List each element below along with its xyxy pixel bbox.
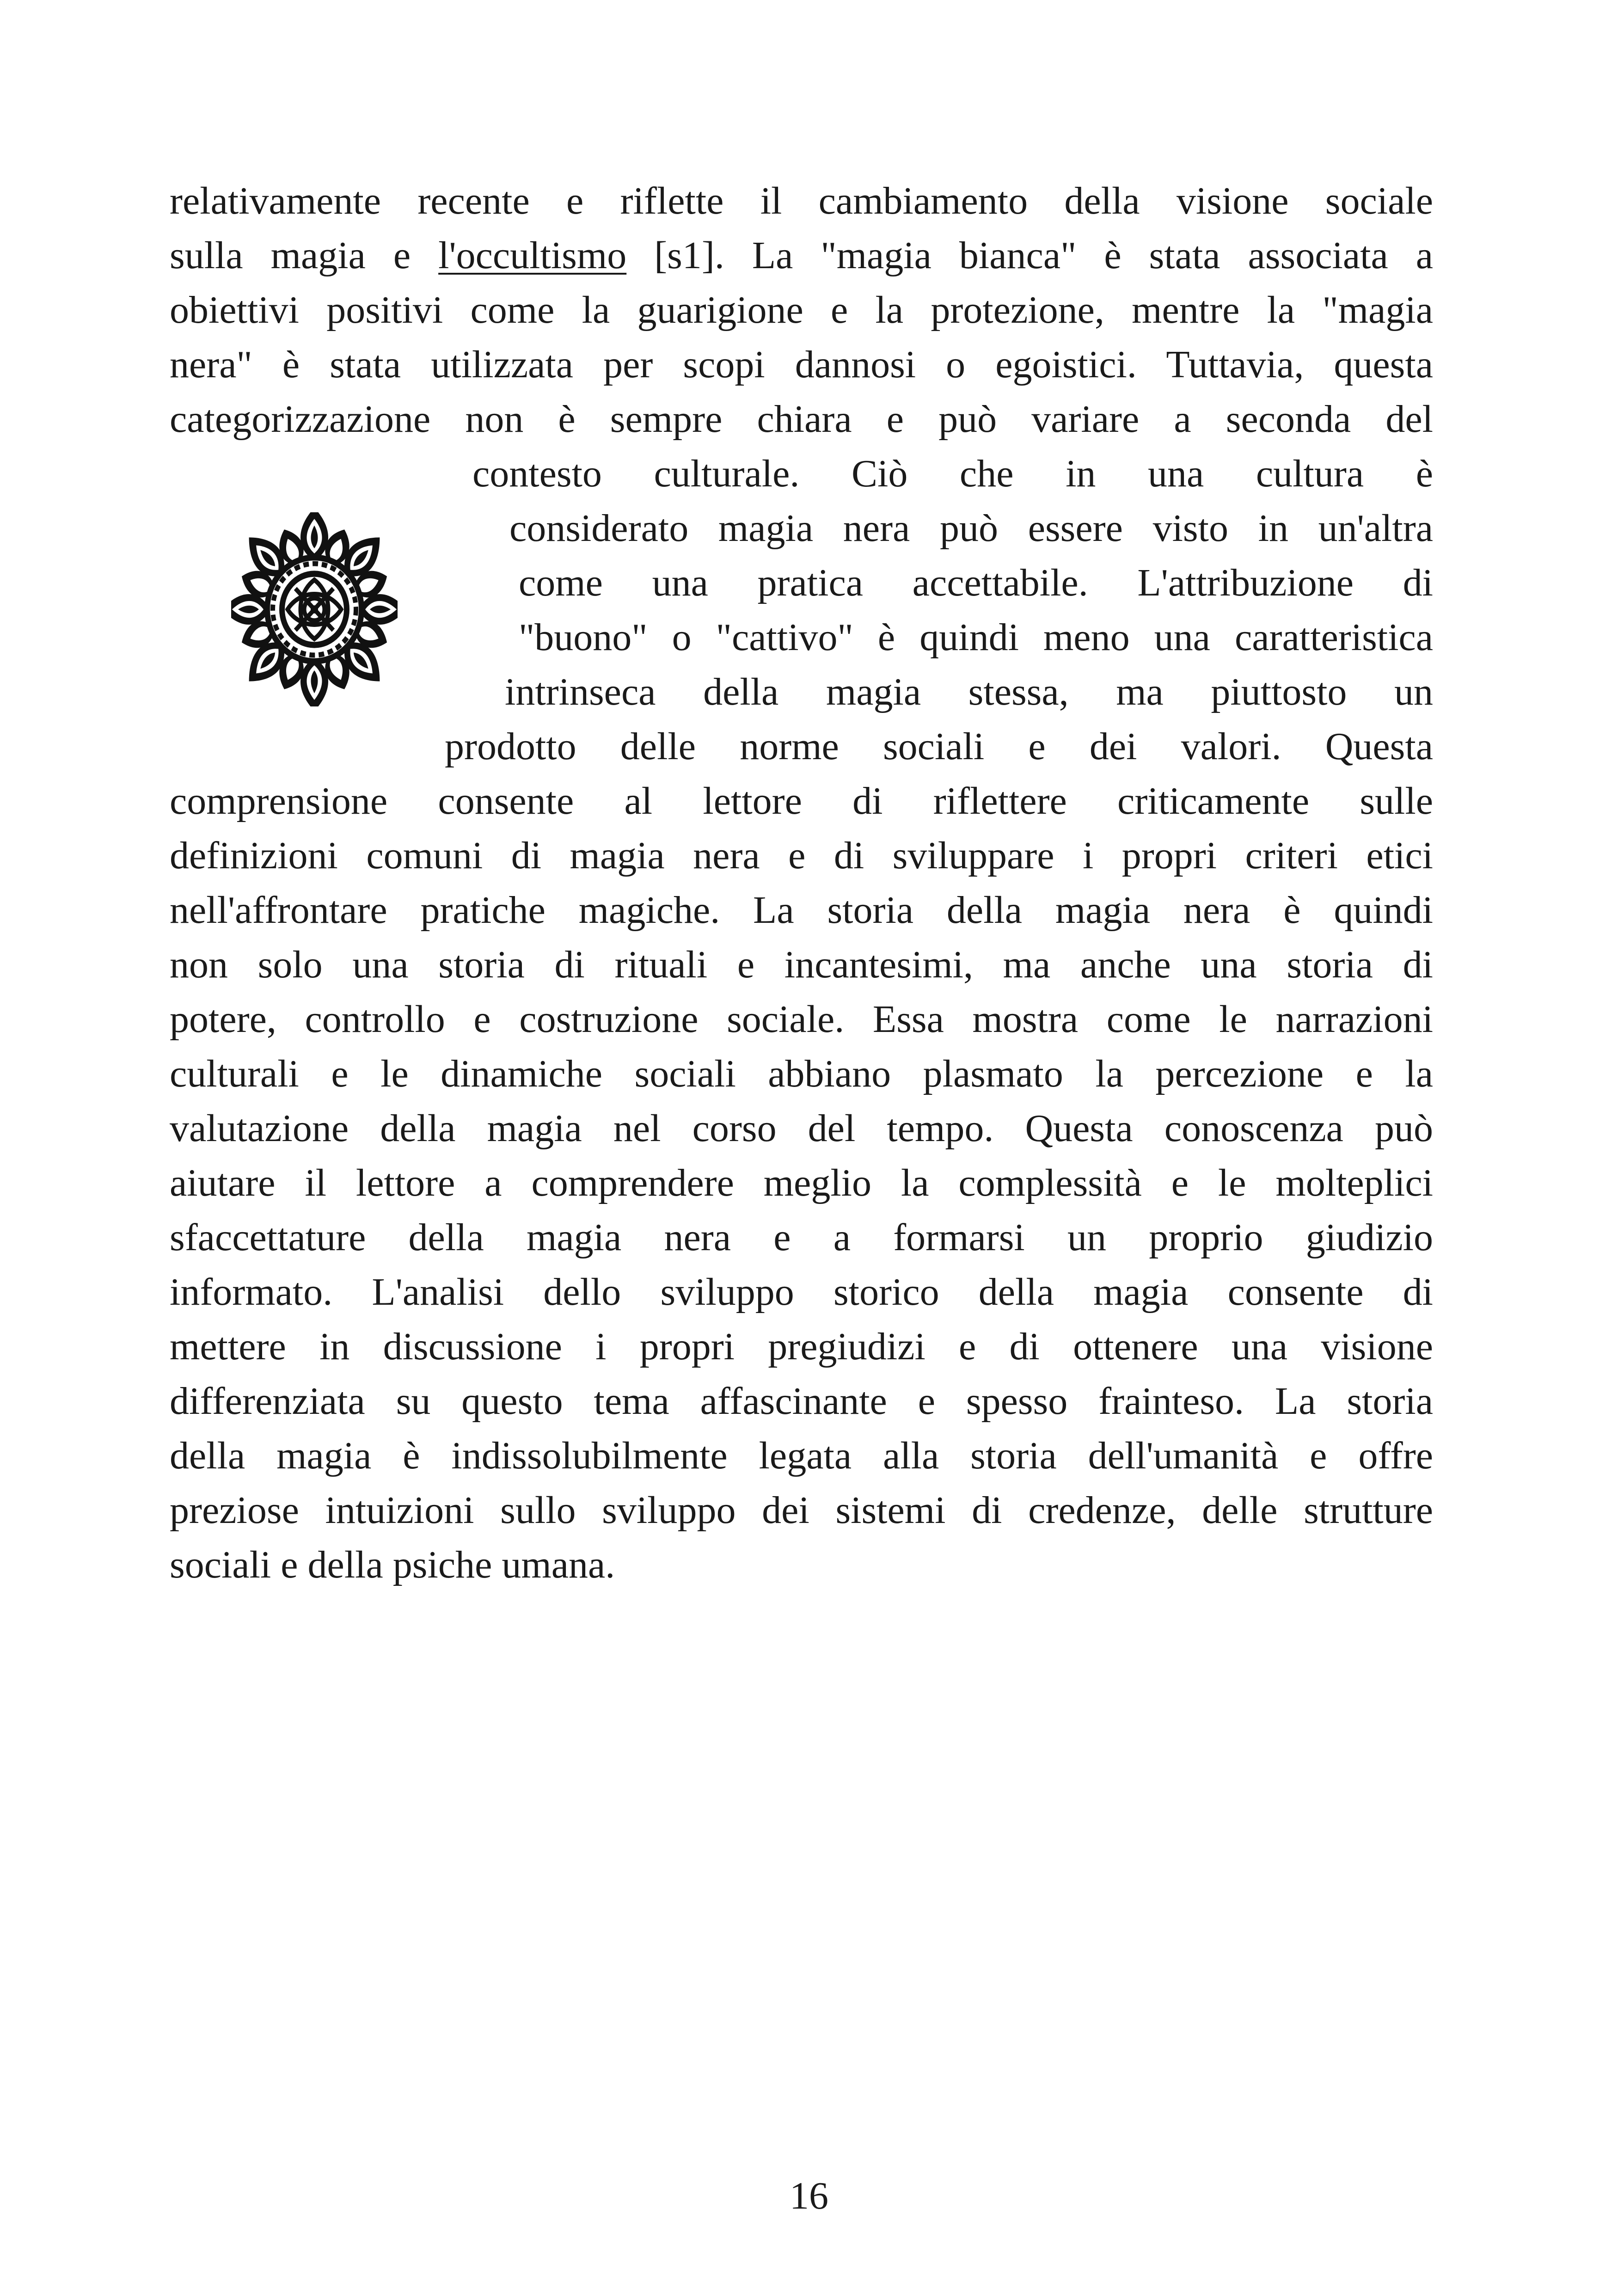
body-text-line: categorizzazione non è sempre chiara e può variare a seconda del xyxy=(170,398,1433,441)
body-text-line: nera" è stata utilizzata per scopi dannosi o egoistici. Tuttavia, questa xyxy=(170,343,1433,386)
body-text-line: valutazione della magia nel corso del tempo. Questa conoscenza può xyxy=(170,1107,1433,1150)
body-text-line: mettere in discussione i propri pregiudizi e di ottenere una visione xyxy=(170,1325,1433,1368)
body-text-line: relativamente recente e riflette il cambiamento della visione sociale xyxy=(170,179,1433,222)
body-text-line: contesto culturale. Ciò che in una cultura è xyxy=(472,452,1433,495)
body-text-line xyxy=(170,228,1433,283)
citation-ref: [s1]. xyxy=(626,234,724,277)
body-text-line: considerato magia nera può essere visto in un'altra xyxy=(509,507,1433,550)
body-text-line: obiettivi positivi come la guarigione e la protezione, mentre la "magia xyxy=(170,289,1433,332)
body-text-line: della magia è indissolubilmente legata alla storia dell'umanità e offre xyxy=(170,1434,1433,1477)
body-text-line: non solo una storia di rituali e incantesimi, ma anche una storia di xyxy=(170,943,1433,986)
body-text-line: nell'affrontare pratiche magiche. La storia della magia nera è quindi xyxy=(170,889,1433,932)
body-text-line: come una pratica accettabile. L'attribuzione di xyxy=(519,561,1433,604)
body-text-line: intrinseca della magia stessa, ma piuttosto un xyxy=(505,670,1433,713)
body-text-line: "buono" o "cattivo" è quindi meno una caratteristica xyxy=(519,616,1433,659)
mandala-ornament-icon xyxy=(231,512,398,706)
text-fragment: sulla magia e xyxy=(170,234,439,277)
body-text-line: sociali e della psiche umana. xyxy=(170,1543,615,1586)
body-text-line: potere, controllo e costruzione sociale. Essa mostra come le narrazioni xyxy=(170,998,1433,1041)
body-text-line: preziose intuizioni sullo sviluppo dei sistemi di credenze, delle strutture xyxy=(170,1489,1433,1532)
body-text-line: sfaccettature della magia nera e a formarsi un proprio giudizio xyxy=(170,1216,1433,1259)
text-fragment: La "magia bianca" è stata associata a xyxy=(752,234,1433,277)
body-text-line: culturali e le dinamiche sociali abbiano plasmato la percezione e la xyxy=(170,1052,1433,1095)
body-text-line: comprensione consente al lettore di riflettere criticamente sulle xyxy=(170,780,1433,823)
page-number: 16 xyxy=(790,2174,828,2217)
body-text-line: differenziata su questo tema affascinante e spesso frainteso. La storia xyxy=(170,1380,1433,1423)
occultismo-link[interactable]: l'occultismo xyxy=(438,234,627,277)
body-text-line: prodotto delle norme sociali e dei valori. Questa xyxy=(445,725,1433,768)
body-text-line: informato. L'analisi dello sviluppo storico della magia consente di xyxy=(170,1271,1433,1314)
body-text-line: definizioni comuni di magia nera e di sviluppare i propri criteri etici xyxy=(170,834,1433,877)
body-text-line: aiutare il lettore a comprendere meglio la complessità e le molteplici xyxy=(170,1161,1433,1204)
